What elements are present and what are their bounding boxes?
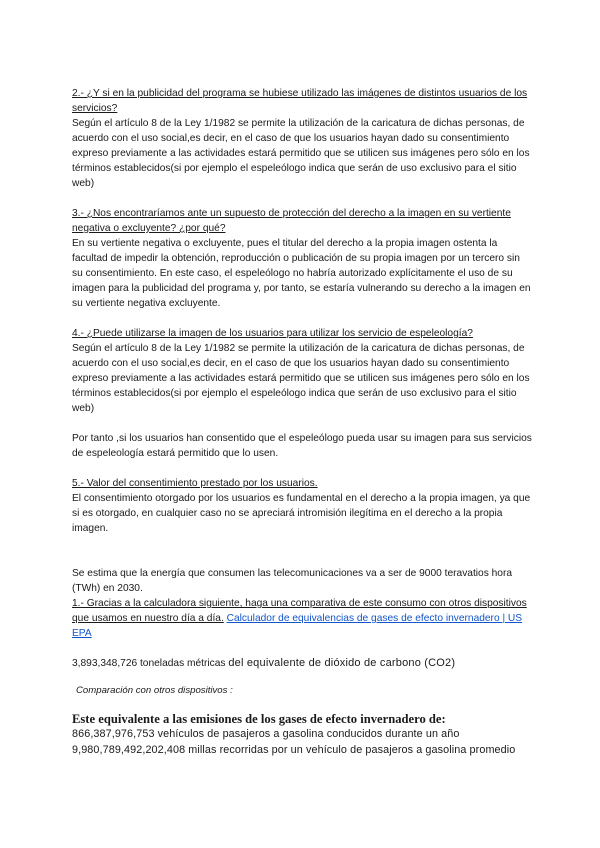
document-page — [72, 86, 532, 758]
co2-value: 3,893,348,726 toneladas métricas — [72, 658, 226, 669]
answer-2: Según el artículo 8 de la Ley 1/1982 se permite la utilización de la caricatura de dichas personas, de acuerdo con el uso social,es decir, en el caso de que los usuarios hayan dado su consentimiento expreso previamente a las actividades estará permitido que se utilicen sus imágenes pero sólo en los términos establecidos(si por ejemplo el espeleólogo indica que serán de uso exclusivo para el sitio web) — [72, 118, 530, 189]
co2-label: del equivalente de dióxido de carbono (CO2) — [228, 657, 456, 669]
energy-task-text: 1.- Gracias a la calculadora siguiente, haga una comparativa de este consumo con otros dispositivos que usamos en nuestro día a día. — [72, 598, 527, 624]
answer-3: En su vertiente negativa o excluyente, pues el titular del derecho a la propia imagen ostenta la facultad de impedir la obtención, reproducción o publicación de su propia imagen por un tercero sin su consentimiento. En este caso, el espeleólogo no habría autorizado explícitamente el uso de su imagen para la publicidad del programa y, por tanto, se estaría vulnerando su derecho a la imagen en su vertiente negativa excluyente. — [72, 238, 531, 309]
answer-4-followup: Por tanto ,si los usuarios han consentido que el espeleólogo pueda usar su imagen para sus servicios de espeleología estará permitido que lo usen. — [72, 433, 532, 459]
spacer — [72, 191, 532, 206]
spacer — [72, 416, 532, 431]
energy-task — [72, 596, 532, 641]
spacer — [72, 461, 532, 476]
answer-4: Según el artículo 8 de la Ley 1/1982 se permite la utilización de la caricatura de dichas personas, de acuerdo con el uso social,es decir, en el caso de que los usuarios hayan dado su consentimiento expreso previamente a las actividades estará permitido que se utilicen sus imágenes pero sólo en los términos establecidos(si por ejemplo el espeleólogo indica que serán de uso exclusivo para el sitio web) — [72, 343, 530, 414]
question-4: 4.- ¿Puede utilizarse la imagen de los usuarios para utilizar los servicio de espeleología? — [72, 328, 473, 339]
equivalent-miles: 9,980,789,492,202,408 millas recorridas por un vehículo de pasajeros a gasolina promedio — [72, 743, 516, 756]
spacer — [72, 641, 532, 656]
epa-calculator-link[interactable]: Calculador de equivalencias de gases de efecto invernadero | US EPA — [72, 613, 523, 639]
equivalent-heading: Este equivalente a las emisiones de los gases de efecto invernadero de: — [72, 712, 446, 726]
question-2: 2.- ¿Y si en la publicidad del programa se hubiese utilizado las imágenes de distintos usuarios de los servicios? — [72, 88, 528, 114]
spacer — [72, 311, 532, 326]
question-3: 3.- ¿Nos encontraríamos ante un supuesto de protección del derecho a la imagen en su vertiente negativa o excluyente? ¿por qué? — [72, 208, 511, 234]
compare-label: Comparación con otros dispositivos : — [76, 685, 233, 696]
answer-5: El consentimiento otorgado por los usuarios es fundamental en el derecho a la propia imagen, ya que si es otorgado, en cualquier caso no se apreciará intromisión ilegítima en el derecho a la propia imagen. — [72, 493, 531, 534]
energy-intro: Se estima que la energía que consumen las telecomunicaciones va a ser de 9000 teravatios hora (TWh) en 2030. — [72, 568, 513, 594]
question-5: 5.- Valor del consentimiento prestado por los usuarios. — [72, 478, 318, 489]
co2-result — [72, 656, 532, 671]
equivalent-vehicles: 866,387,976,753 vehículos de pasajeros a gasolina conducidos durante un año — [72, 728, 460, 740]
spacer — [72, 536, 532, 566]
